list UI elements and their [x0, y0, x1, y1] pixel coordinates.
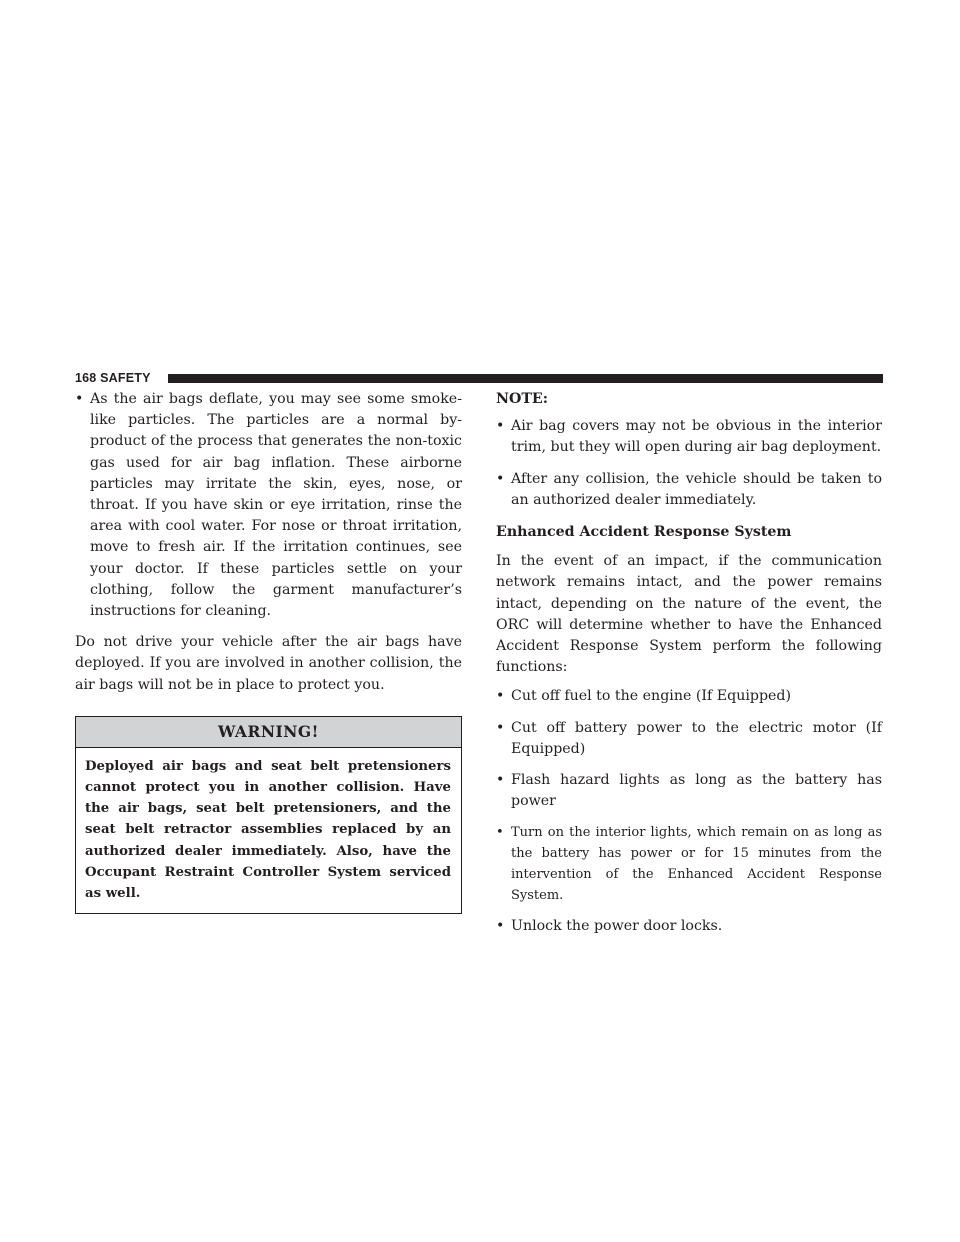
bullet-text: Cut off battery power to the electric motor (If Equipped)	[511, 719, 882, 757]
header-rule	[168, 374, 883, 383]
section-title: Enhanced Accident Response System	[496, 524, 792, 541]
list-item	[496, 916, 882, 937]
bullet-icon: •	[496, 418, 505, 435]
list-item	[75, 389, 462, 622]
warning-body: Deployed air bags and seat belt pretensioners cannot protect you in another collision. Have the air bags, seat belt pretensioners, and the seat belt retractor assemblies replaced by an authorized dealer immediately. Also, have the Occupant Restraint Controller System serviced as well.	[85, 758, 451, 902]
bullet-text: Unlock the power door locks.	[511, 918, 723, 935]
left-column	[75, 389, 462, 914]
bullet-icon: •	[496, 719, 505, 736]
list-item	[496, 416, 882, 458]
body-paragraph: Do not drive your vehicle after the air bags have deployed. If you are involved in another collision, the air bags will not be in place to protect you.	[75, 634, 462, 693]
bullet-text: Cut off fuel to the engine (If Equipped)	[511, 688, 792, 705]
list-item	[496, 770, 882, 812]
bullet-icon: •	[496, 825, 504, 841]
bullet-text: Air bag covers may not be obvious in the interior trim, but they will open during air bag deployment.	[511, 418, 882, 456]
bullet-icon: •	[496, 918, 505, 935]
note-label: NOTE:	[496, 391, 548, 407]
bullet-text: After any collision, the vehicle should be taken to an authorized dealer immediately.	[511, 470, 882, 508]
bullet-icon: •	[496, 470, 505, 487]
bullet-icon: •	[496, 772, 505, 789]
right-column	[496, 389, 882, 938]
warning-box	[75, 716, 462, 914]
list-item	[496, 822, 882, 906]
list-item	[496, 718, 882, 760]
page-header	[75, 371, 883, 385]
warning-title: WARNING!	[76, 717, 461, 748]
list-item	[496, 469, 882, 511]
bullet-text: Flash hazard lights as long as the battery has power	[511, 772, 882, 810]
bullet-text: Turn on the interior lights, which remain on as long as the battery has power or for 15 minutes from the intervention of the Enhanced Accident Response System.	[511, 825, 882, 904]
bullet-text: As the air bags deflate, you may see some smoke-like particles. The particles are a normal by-product of the process that generates the non-toxic gas used for air bag inflation. These airborne particles may irritate the skin, eyes, nose, or throat. If you have skin or eye irritation, rinse the area with cool water. For nose or throat irritation, move to fresh air. If the irritation continues, see your doctor. If these particles settle on your clothing, follow the garment manufacturer’s instructions for cleaning.	[90, 391, 462, 620]
bullet-icon: •	[496, 688, 505, 705]
bullet-icon: •	[75, 391, 84, 407]
section-intro: In the event of an impact, if the communication network remains intact, and the power remains intact, depending on the nature of the event, the ORC will determine whether to have the Enhanced Accident Response System perform the following functions:	[496, 553, 882, 676]
list-item	[496, 686, 882, 707]
page-number-section-label: 168 SAFETY	[75, 371, 151, 385]
